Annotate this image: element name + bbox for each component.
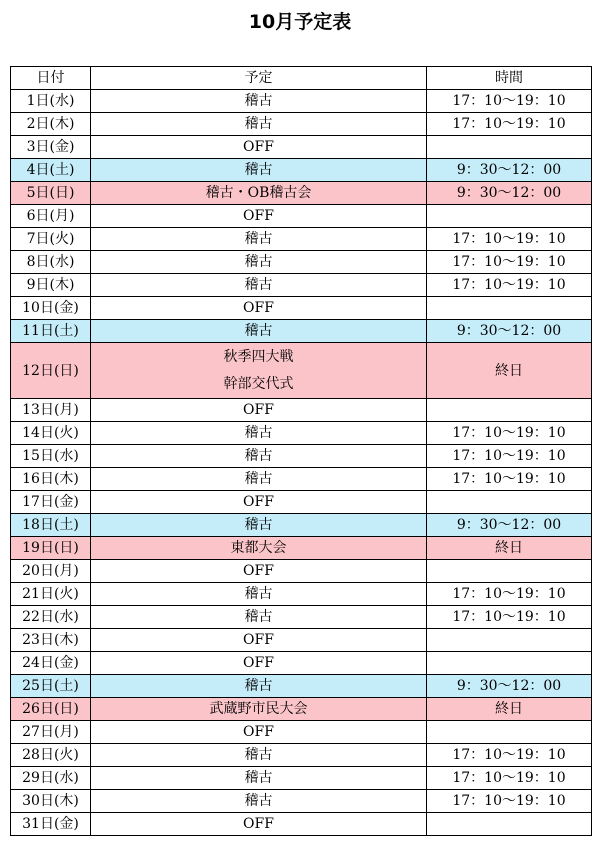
plan-cell [91, 399, 427, 422]
table-row [11, 468, 592, 491]
plan-text: OFF [243, 300, 274, 316]
table-row [11, 491, 592, 514]
plan-text: 武蔵野市民大会 [209, 701, 308, 717]
date-cell: 6日(月) [11, 205, 91, 228]
plan-text: 稽古 [244, 231, 273, 247]
plan-text: OFF [243, 208, 274, 224]
plan-text: 稽古 [244, 254, 273, 270]
plan-text: 稽古 [244, 678, 273, 694]
plan-text: 稽古 [244, 116, 273, 132]
date-cell: 2日(木) [11, 113, 91, 136]
date-cell: 8日(水) [11, 251, 91, 274]
plan-text: 稽古 [244, 425, 273, 441]
table-row [11, 445, 592, 468]
date-cell: 7日(火) [11, 228, 91, 251]
time-cell: 17：10〜19：10 [427, 606, 592, 629]
time-cell [427, 136, 592, 159]
plan-text: OFF [243, 139, 274, 155]
table-row [11, 583, 592, 606]
time-cell: 9：30〜12：00 [427, 320, 592, 343]
plan-cell [91, 675, 427, 698]
time-cell [427, 297, 592, 320]
plan-cell [91, 228, 427, 251]
date-cell: 16日(木) [11, 468, 91, 491]
time-cell: 17：10〜19：10 [427, 468, 592, 491]
time-cell [427, 491, 592, 514]
time-cell: 17：10〜19：10 [427, 744, 592, 767]
plan-cell [91, 136, 427, 159]
plan-text: OFF [243, 494, 274, 510]
plan-text: 稽古 [244, 162, 273, 178]
page-title: 10月予定表 [248, 11, 352, 33]
date-cell: 27日(月) [11, 721, 91, 744]
plan-text: 幹部交代式 [223, 375, 294, 392]
plan-cell [91, 343, 427, 399]
table-row [11, 790, 592, 813]
time-cell: 9：30〜12：00 [427, 514, 592, 537]
plan-text: OFF [243, 816, 274, 832]
table-row [11, 767, 592, 790]
time-cell: 17：10〜19：10 [427, 90, 592, 113]
table-row [11, 251, 592, 274]
date-cell: 10日(金) [11, 297, 91, 320]
plan-cell [91, 422, 427, 445]
date-cell: 12日(日) [11, 343, 91, 399]
date-cell: 24日(金) [11, 652, 91, 675]
date-cell: 23日(木) [11, 629, 91, 652]
date-cell: 13日(月) [11, 399, 91, 422]
date-cell: 21日(火) [11, 583, 91, 606]
date-cell: 28日(火) [11, 744, 91, 767]
plan-cell [91, 445, 427, 468]
time-cell [427, 652, 592, 675]
time-cell [427, 399, 592, 422]
plan-cell [91, 90, 427, 113]
plan-cell [91, 629, 427, 652]
date-cell: 5日(日) [11, 182, 91, 205]
date-cell: 31日(金) [11, 813, 91, 836]
plan-cell [91, 652, 427, 675]
plan-cell [91, 159, 427, 182]
time-cell: 9：30〜12：00 [427, 182, 592, 205]
plan-cell [91, 468, 427, 491]
header-plan: 予定 [91, 67, 427, 90]
plan-text: 稽古 [244, 517, 273, 533]
plan-cell [91, 583, 427, 606]
plan-text: 稽古 [244, 770, 273, 786]
date-cell: 15日(水) [11, 445, 91, 468]
table-row [11, 90, 592, 113]
table-row [11, 514, 592, 537]
date-cell: 4日(土) [11, 159, 91, 182]
plan-cell [91, 813, 427, 836]
table-row [11, 228, 592, 251]
plan-text: OFF [243, 655, 274, 671]
time-cell: 9：30〜12：00 [427, 675, 592, 698]
date-cell: 3日(金) [11, 136, 91, 159]
time-cell: 17：10〜19：10 [427, 583, 592, 606]
date-cell: 30日(木) [11, 790, 91, 813]
plan-text: 稽古 [244, 448, 273, 464]
time-cell: 17：10〜19：10 [427, 274, 592, 297]
plan-text: 稽古・OB稽古会 [205, 185, 312, 201]
date-cell: 18日(土) [11, 514, 91, 537]
table-row [11, 629, 592, 652]
date-cell: 9日(木) [11, 274, 91, 297]
plan-cell [91, 205, 427, 228]
time-cell: 17：10〜19：10 [427, 251, 592, 274]
date-cell: 14日(火) [11, 422, 91, 445]
date-cell: 26日(日) [11, 698, 91, 721]
time-cell: 終日 [427, 343, 592, 399]
plan-text: 稽古 [244, 277, 273, 293]
table-row [11, 652, 592, 675]
table-row [11, 343, 592, 399]
time-cell: 終日 [427, 537, 592, 560]
plan-cell [91, 274, 427, 297]
table-row [11, 560, 592, 583]
plan-text: OFF [243, 563, 274, 579]
table-row [11, 537, 592, 560]
plan-text: 稽古 [244, 747, 273, 763]
plan-text: 稽古 [244, 609, 273, 625]
time-cell [427, 560, 592, 583]
header-time: 時間 [427, 67, 592, 90]
plan-cell [91, 744, 427, 767]
time-cell: 終日 [427, 698, 592, 721]
plan-cell [91, 767, 427, 790]
plan-cell [91, 251, 427, 274]
plan-text: OFF [243, 632, 274, 648]
table-header-row [11, 67, 592, 90]
time-cell: 17：10〜19：10 [427, 228, 592, 251]
plan-cell [91, 514, 427, 537]
plan-text: 稽古 [244, 793, 273, 809]
time-cell [427, 629, 592, 652]
table-row [11, 675, 592, 698]
table-row [11, 721, 592, 744]
plan-text: 東都大会 [230, 540, 287, 556]
date-cell: 1日(水) [11, 90, 91, 113]
plan-cell [91, 698, 427, 721]
date-cell: 22日(水) [11, 606, 91, 629]
time-cell: 9：30〜12：00 [427, 159, 592, 182]
plan-cell [91, 606, 427, 629]
table-row [11, 182, 592, 205]
schedule-body [11, 90, 592, 836]
table-row [11, 606, 592, 629]
schedule-table [10, 66, 592, 836]
date-cell: 25日(土) [11, 675, 91, 698]
time-cell [427, 205, 592, 228]
table-row [11, 274, 592, 297]
time-cell: 17：10〜19：10 [427, 790, 592, 813]
time-cell [427, 813, 592, 836]
plan-cell [91, 182, 427, 205]
time-cell [427, 721, 592, 744]
plan-text: OFF [243, 724, 274, 740]
plan-text: 稽古 [244, 586, 273, 602]
plan-cell [91, 491, 427, 514]
plan-text: 秋季四大戦 [223, 348, 294, 365]
time-cell: 17：10〜19：10 [427, 767, 592, 790]
header-date: 日付 [11, 67, 91, 90]
plan-cell [91, 790, 427, 813]
table-row [11, 297, 592, 320]
plan-cell [91, 297, 427, 320]
table-row [11, 205, 592, 228]
table-row [11, 113, 592, 136]
table-row [11, 698, 592, 721]
plan-cell [91, 320, 427, 343]
table-row [11, 399, 592, 422]
table-row [11, 320, 592, 343]
date-cell: 17日(金) [11, 491, 91, 514]
table-row [11, 136, 592, 159]
table-row [11, 744, 592, 767]
table-row [11, 813, 592, 836]
date-cell: 20日(月) [11, 560, 91, 583]
table-row [11, 159, 592, 182]
table-row [11, 422, 592, 445]
time-cell: 17：10〜19：10 [427, 422, 592, 445]
plan-text: 稽古 [244, 323, 273, 339]
date-cell: 19日(日) [11, 537, 91, 560]
time-cell: 17：10〜19：10 [427, 113, 592, 136]
date-cell: 29日(水) [11, 767, 91, 790]
plan-cell [91, 560, 427, 583]
plan-cell [91, 537, 427, 560]
plan-text: 稽古 [244, 93, 273, 109]
plan-cell [91, 721, 427, 744]
date-cell: 11日(土) [11, 320, 91, 343]
plan-text: 稽古 [244, 471, 273, 487]
plan-cell [91, 113, 427, 136]
time-cell: 17：10〜19：10 [427, 445, 592, 468]
plan-text: OFF [243, 402, 274, 418]
